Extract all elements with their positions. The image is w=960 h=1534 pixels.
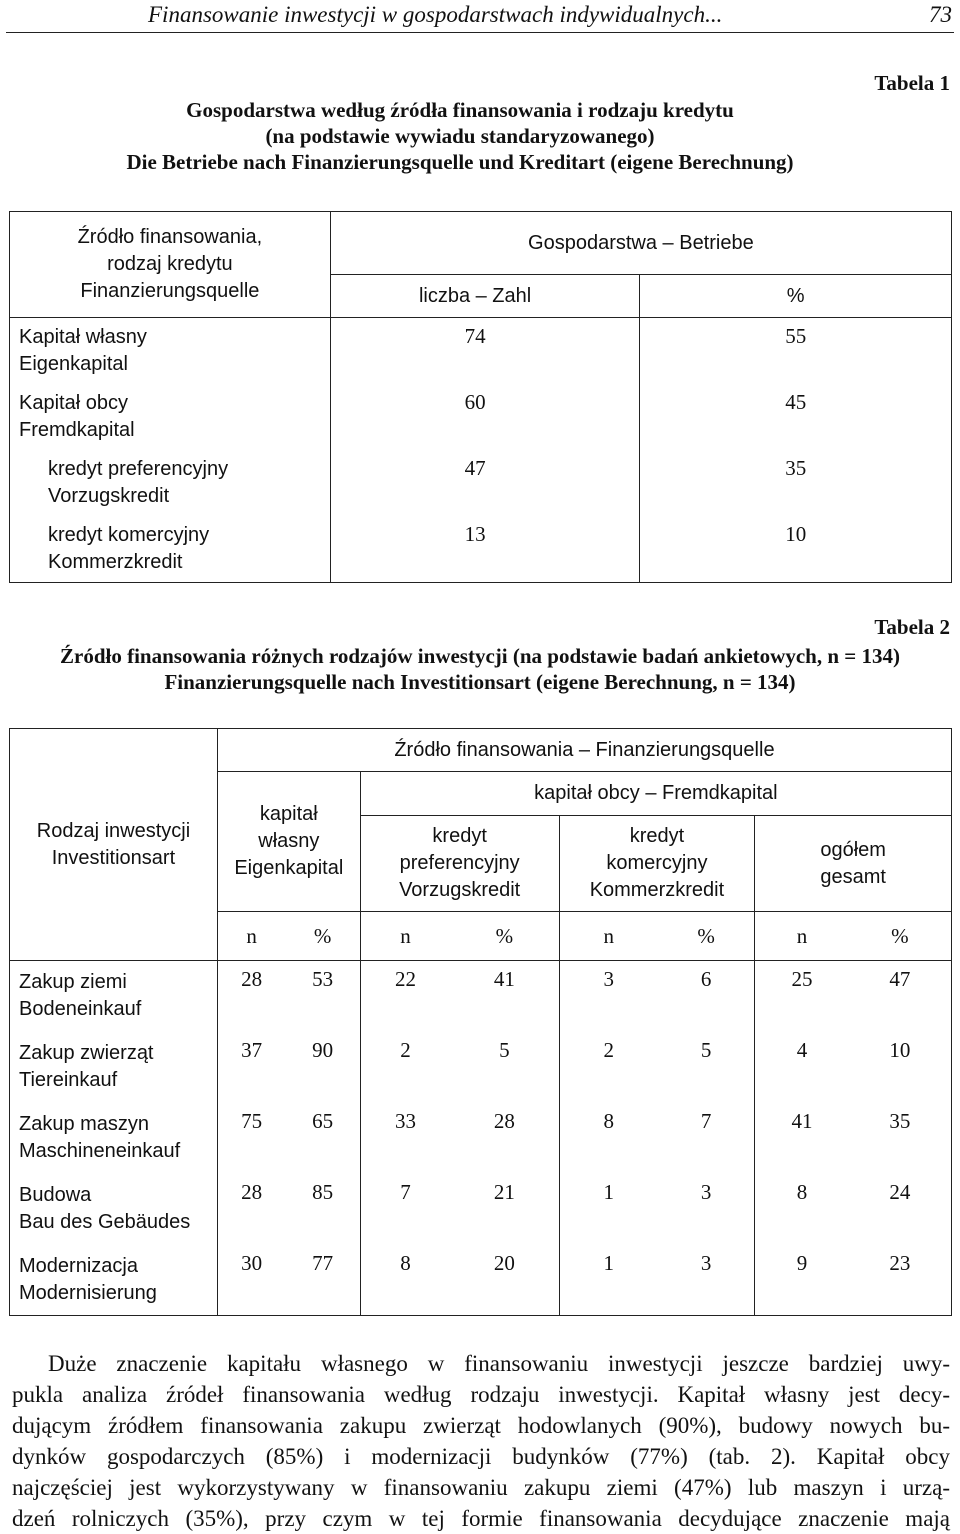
header-rule xyxy=(6,32,954,33)
table1-row-label xyxy=(10,318,331,384)
table2-row xyxy=(10,961,952,1032)
unit-n: n xyxy=(360,912,450,961)
row-label-pl: Zakup maszyn xyxy=(19,1113,150,1135)
table2-caption xyxy=(0,643,960,695)
table1-header-source xyxy=(10,212,331,318)
table1-cell-n: 74 xyxy=(330,318,640,384)
row-label-de: Fremdkapital xyxy=(19,418,135,441)
cell: 3 xyxy=(700,1179,712,1204)
table2-header-comm xyxy=(559,816,755,912)
table1-cell-pct: 35 xyxy=(640,450,952,516)
row-label-de: Eigenkapital xyxy=(19,352,128,375)
cell: 8 xyxy=(360,1245,450,1316)
header-line: Vorzugskredit xyxy=(399,879,521,901)
header-line: Rodzaj inwestycji xyxy=(36,819,191,842)
table1-caption-line: Die Betriebe nach Finanzierungsquelle und Kreditart (eigene Berechnung) xyxy=(126,150,794,174)
cell: 20 xyxy=(493,1250,515,1275)
table2-row-label xyxy=(10,1245,218,1316)
header-line: własny xyxy=(258,830,320,852)
cell: 7 xyxy=(360,1174,450,1245)
cell: 1 xyxy=(559,1245,658,1316)
table2-caption-line: Źródło finansowania różnych rodzajów inwestycji (na podstawie badań ankietowych, n = 134) xyxy=(60,644,900,668)
header-line: ogółem xyxy=(820,838,886,861)
table1-row-label xyxy=(10,384,331,450)
header-line: kapitał xyxy=(259,803,318,825)
cell: 90 xyxy=(312,1037,334,1062)
cell: 2 xyxy=(360,1032,450,1103)
row-label-pl: Budowa xyxy=(19,1184,92,1206)
row-label-pl: Kapitał własny xyxy=(19,325,147,348)
cell: 30 xyxy=(217,1245,285,1316)
row-label-de: Maschineneinkauf xyxy=(19,1140,181,1162)
cell: 33 xyxy=(360,1103,450,1174)
table1-label: Tabela 1 xyxy=(874,71,950,95)
table1 xyxy=(9,211,952,583)
cell: 9 xyxy=(755,1245,849,1316)
table2-label: Tabela 2 xyxy=(874,615,950,639)
table2-row-label xyxy=(10,1174,218,1245)
cell: 23 xyxy=(889,1250,911,1275)
table2-header-group: Źródło finansowania – Finanzierungsquelle xyxy=(217,729,951,772)
header-line: Investitionsart xyxy=(51,846,176,869)
table1-cell-n: 60 xyxy=(330,384,640,450)
header-line: Źródło finansowania, xyxy=(77,226,263,248)
row-label-pl: kredyt komercyjny xyxy=(48,523,210,546)
cell: 6 xyxy=(700,967,712,991)
table1-caption-line: Gospodarstwa według źródła finansowania i rodzaju kredytu xyxy=(186,98,734,122)
cell: 4 xyxy=(755,1032,849,1103)
header-line: kredyt xyxy=(629,825,685,847)
body-paragraph xyxy=(12,1348,950,1534)
unit-n: n xyxy=(217,912,285,961)
cell: 37 xyxy=(217,1032,285,1103)
cell: 25 xyxy=(755,961,849,1032)
table2-caption-line: Finanzierungsquelle nach Investitionsart (eigene Berechnung, n = 134) xyxy=(164,670,796,694)
cell: 10 xyxy=(889,1037,911,1062)
row-label-de: Bodeneinkauf xyxy=(19,998,142,1021)
running-title: Finansowanie inwestycji w gospodarstwach indywidualnych... xyxy=(148,2,723,27)
table2-header-own xyxy=(217,772,360,912)
table2-row xyxy=(10,1174,952,1245)
row-label-pl: Kapitał obcy xyxy=(19,391,128,414)
header-line: Finanzierungsquelle xyxy=(80,280,260,302)
cell: 5 xyxy=(499,1037,510,1062)
row-label-de: Vorzugskredit xyxy=(48,484,170,507)
table1-cell-pct: 55 xyxy=(640,318,952,384)
cell: 41 xyxy=(755,1103,849,1174)
header-pct-label: % xyxy=(786,284,805,307)
cell: 8 xyxy=(755,1174,849,1245)
unit-n: n xyxy=(559,912,658,961)
table1-row-label xyxy=(10,450,331,516)
cell: 21 xyxy=(493,1179,515,1204)
header-line: komercyjny xyxy=(606,852,708,874)
cell: 28 xyxy=(217,1174,285,1245)
table1-cell-n: 47 xyxy=(330,450,640,516)
table2-row-label xyxy=(10,1032,218,1103)
row-label-de: Kommerzkredit xyxy=(48,550,183,573)
paragraph-line: dującym źródłem finansowania zakupu zwierząt hodowlanych (90%), budowy nowych bu- xyxy=(12,1413,950,1438)
cell: 3 xyxy=(700,1250,712,1275)
row-label-de: Bau des Gebäudes xyxy=(19,1211,191,1233)
cell: 41 xyxy=(493,967,515,991)
paragraph-line: najczęściej jest wykorzystywany w finansowaniu zakupu ziemi (47%) lub maszyn i urzą- xyxy=(12,1475,950,1500)
cell: 85 xyxy=(312,1179,334,1204)
paragraph-line: Duże znaczenie kapitału własnego w finansowaniu inwestycji jeszcze bardziej uwy- xyxy=(48,1351,950,1376)
cell: 8 xyxy=(559,1103,658,1174)
cell: 2 xyxy=(559,1032,658,1103)
row-label-de: Tiereinkauf xyxy=(19,1069,118,1091)
table2-header-total xyxy=(755,816,952,912)
cell: 75 xyxy=(217,1103,285,1174)
header-line: rodzaj kredytu xyxy=(107,253,233,275)
unit-n: n xyxy=(755,912,849,961)
table1-header-group: Gospodarstwa – Betriebe xyxy=(330,212,951,275)
row-label-pl: Zakup zwierząt xyxy=(19,1042,154,1064)
row-label-de: Modernisierung xyxy=(19,1281,157,1304)
row-label-pl: Zakup ziemi xyxy=(19,971,127,994)
cell: 53 xyxy=(312,967,334,991)
cell: 35 xyxy=(889,1108,911,1133)
table1-cell-n: 13 xyxy=(330,516,640,583)
cell: 28 xyxy=(493,1108,515,1133)
header-line: Eigenkapital xyxy=(234,857,344,879)
table2-row xyxy=(10,1032,952,1103)
header-line: preferencyjny xyxy=(399,852,520,874)
table1-caption xyxy=(0,97,960,175)
cell: 47 xyxy=(889,967,911,991)
cell: 65 xyxy=(312,1108,334,1133)
paragraph-line: pukla analiza źródeł finansowania według rodzaju inwestycji. Kapitał własny jest decy- xyxy=(12,1382,950,1407)
header-line: kredyt xyxy=(432,825,487,847)
table2-row-label xyxy=(10,1103,218,1174)
cell: 28 xyxy=(217,961,285,1032)
unit-pct: % xyxy=(658,912,755,961)
cell: 22 xyxy=(360,961,450,1032)
table1-cell-pct: 10 xyxy=(640,516,952,583)
table1-row-label xyxy=(10,516,331,583)
table2-header-type xyxy=(10,729,218,961)
table2-row-label xyxy=(10,961,218,1032)
cell: 5 xyxy=(700,1037,712,1062)
unit-pct: % xyxy=(450,912,559,961)
table2-row xyxy=(10,1103,952,1174)
table2-header-foreign: kapitał obcy – Fremdkapital xyxy=(360,772,951,816)
unit-pct: % xyxy=(285,912,360,961)
running-header xyxy=(0,0,960,30)
table2-header-pref xyxy=(360,816,559,912)
cell: 3 xyxy=(559,961,658,1032)
table1-caption-line: (na podstawie wywiadu standaryzowanego) xyxy=(265,124,655,148)
table1-header-count xyxy=(330,275,640,318)
header-line: gesamt xyxy=(820,865,886,888)
paragraph-line: dzeń rolniczych (35%), przy czym w tej formie finansowania decydujące znaczenie mają xyxy=(12,1506,950,1531)
table2 xyxy=(9,728,952,1316)
table1-header-pct xyxy=(640,275,952,318)
row-label-pl: kredyt preferencyjny xyxy=(48,457,229,480)
table2-row xyxy=(10,1245,952,1316)
header-count-label: liczba – Zahl xyxy=(418,284,532,307)
cell: 77 xyxy=(312,1250,334,1275)
paragraph-line: dynków gospodarczych (85%) i modernizacji budynków (77%) (tab. 2). Kapitał obcy xyxy=(12,1444,950,1469)
cell: 1 xyxy=(559,1174,658,1245)
unit-pct: % xyxy=(849,912,952,961)
cell: 24 xyxy=(889,1179,911,1204)
row-label-pl: Modernizacja xyxy=(19,1254,138,1277)
cell: 7 xyxy=(700,1108,712,1133)
page-number: 73 xyxy=(929,2,952,27)
table1-cell-pct: 45 xyxy=(640,384,952,450)
header-line: Kommerzkredit xyxy=(589,879,725,901)
